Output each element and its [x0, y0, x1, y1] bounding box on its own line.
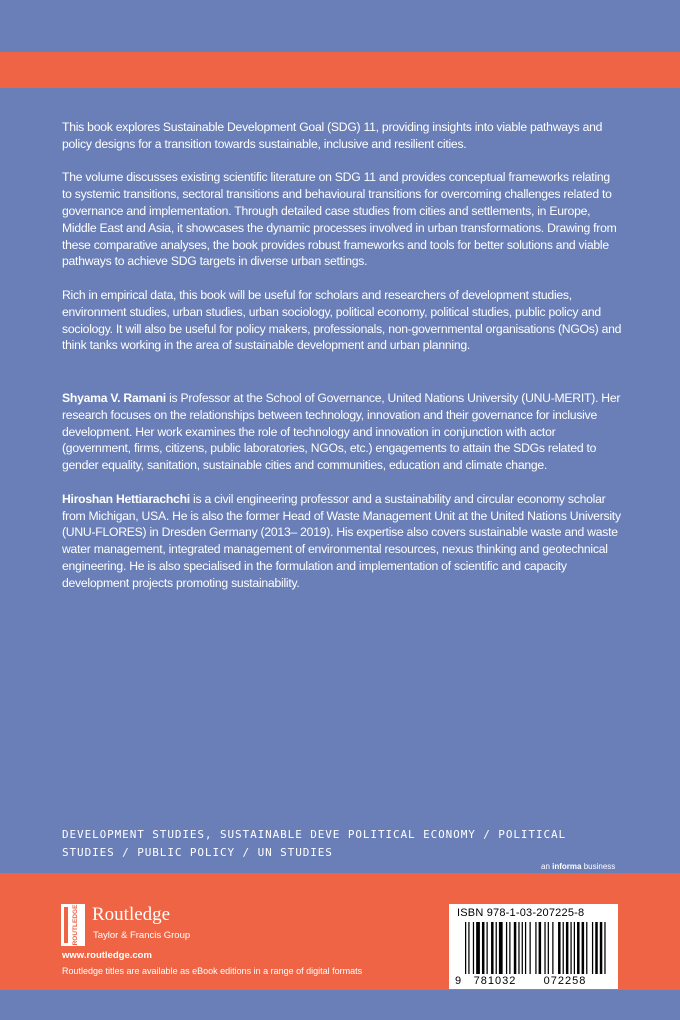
ebook-availability-note: Routledge titles are available as eBook editions in a range of digital formats — [62, 966, 363, 976]
author-bio-text: is Professor at the School of Governance, United Nations University (UNU-MERIT). Her research focuses on the relationships between technology, innovation and their governance for inclusive development. Her work examines the role of technology and innovation in conjunction with actor (government, firms, citizens, public laboratories, NGOs, etc.) engagements to attain the SDGs related to gender equality, sanitation, sustainable cities and communities, education and climate change. — [62, 390, 621, 473]
publisher-group: Taylor & Francis Group — [93, 930, 191, 941]
barcode-bar — [468, 922, 469, 974]
barcode-bar — [582, 922, 585, 974]
top-accent-stripe — [0, 52, 680, 88]
barcode-bar — [604, 922, 605, 974]
barcode-bar — [539, 922, 542, 974]
barcode-graphic — [449, 904, 618, 989]
blurb-paragraph-2: The volume discusses existing scientific literature on SDG 11 and provides conceptual frameworks relating to systemic transitions, sectoral transitions and behavioural transitions for overcoming challenges related to governance and implementation. Through detailed case studies from cities and settlements, in Europe, Middle East and Asia, it showcases the dynamic processes involved in urban transformations. Drawing from these comparative analyses, the book provides robust frameworks and tools for better solutions and viable pathways to achieve SDG targets in diverse urban settings. — [62, 170, 617, 269]
barcode-bar — [600, 922, 603, 974]
author-bio-ramani — [62, 390, 622, 474]
subject-categories: DEVELOPMENT STUDIES, SUSTAINABLE DEVE POLITICAL ECONOMY / POLITICAL STUDIES / PUBLIC POLICY / UN STUDIES — [62, 828, 567, 859]
barcode-bar — [465, 922, 466, 974]
barcode-bar — [570, 922, 571, 974]
informa-business-tag — [541, 862, 615, 871]
barcode-bar — [473, 922, 474, 974]
barcode-bar — [535, 922, 536, 974]
barcode-digits-right: 072258 — [543, 975, 587, 987]
barcode-bar — [525, 922, 526, 974]
barcode-bar — [496, 922, 497, 974]
back-cover-blurb — [62, 119, 622, 608]
author-name: Hiroshan Hettiarachchi — [62, 491, 190, 506]
publisher-website[interactable]: www.routledge.com — [62, 950, 152, 961]
blurb-paragraph-1: This book explores Sustainable Development Goal (SDG) 11, providing insights into viable pathways and policy designs for a transition towards sustainable, inclusive and resilient cities. — [62, 120, 603, 151]
barcode-bar — [586, 922, 587, 974]
barcode-bar — [522, 922, 523, 974]
isbn-barcode — [449, 904, 618, 989]
informa-prefix: an — [541, 862, 553, 871]
author-name: Shyama V. Ramani — [62, 390, 166, 405]
barcode-bar — [476, 922, 480, 974]
barcode-bar — [552, 922, 553, 974]
routledge-logo-text: ROUTLEDGE — [72, 904, 79, 946]
publisher-name: Routledge — [92, 904, 171, 925]
barcode-bar — [506, 922, 507, 974]
barcode-bar — [518, 922, 519, 974]
barcode-bar — [558, 922, 561, 974]
informa-brand: informa — [552, 862, 582, 871]
barcode-lead-digit: 9 — [455, 975, 462, 987]
barcode-bar — [530, 922, 531, 974]
barcode-bar — [563, 922, 564, 974]
barcode-bar — [544, 922, 545, 974]
barcode-bar — [595, 922, 598, 974]
blurb-paragraph-3: Rich in empirical data, this book will be useful for scholars and researchers of development studies, environment studies, urban studies, urban sociology, political economy, political studies, public policy and sociology. It will also be useful for policy makers, professionals, non-governmental organisations (NGOs) and think tanks working in the area of sustainable development and urban planning. — [62, 287, 622, 353]
barcode-bar — [574, 922, 575, 974]
informa-suffix: business — [581, 862, 616, 871]
author-bio-text: is a civil engineering professor and a sustainability and circular economy scholar from Michigan, USA. He is also the former Head of Waste Management Unit at the United Nations University (UNU-FLORES) in Dresden Germany (2013– 2019). His expertise also covers sustainable waste and waste water management, integrated management of environmental resources, nexus thinking and geotechnical engineering. He is also specialised in the formulation and implementation of scientific and capacity development projects promoting sustainability. — [62, 491, 621, 590]
barcode-bar — [509, 922, 510, 974]
routledge-logo-icon — [61, 904, 85, 946]
author-bio-hettiarachchi — [62, 491, 622, 592]
barcode-bar — [482, 922, 485, 974]
barcode-bar — [592, 922, 593, 974]
barcode-bar — [577, 922, 580, 974]
barcode-digits-left: 781032 — [473, 975, 517, 987]
barcode-bar — [487, 922, 488, 974]
isbn-number: ISBN 978-1-03-207225-8 — [457, 907, 585, 919]
barcode-bar — [491, 922, 494, 974]
barcode-bar — [514, 922, 517, 974]
barcode-bar — [499, 922, 503, 974]
barcode-bar — [548, 922, 549, 974]
barcode-bar — [566, 922, 569, 974]
